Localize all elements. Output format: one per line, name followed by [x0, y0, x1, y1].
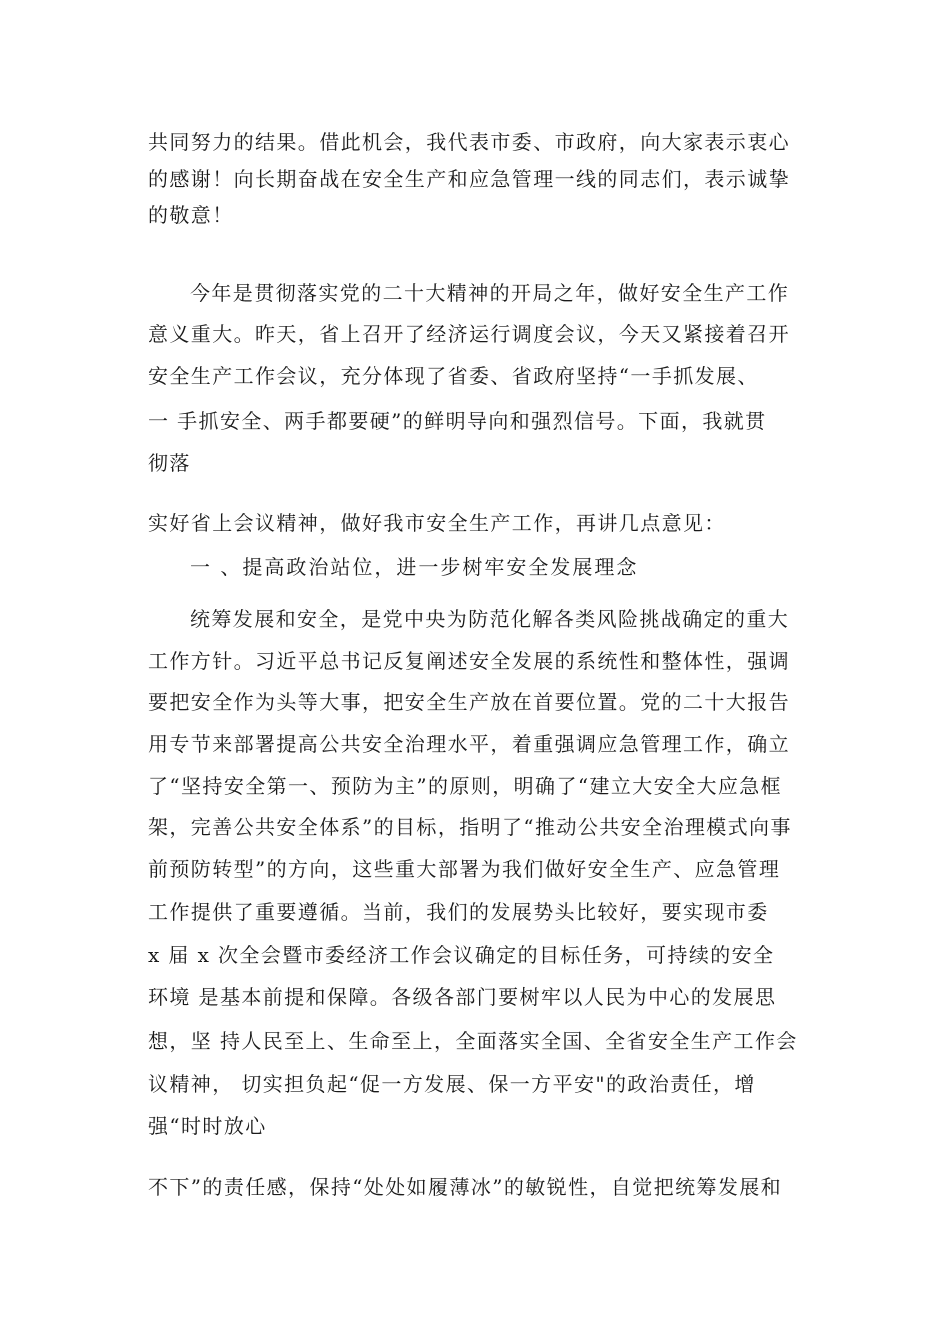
- paragraph-line: 强“时时放心: [148, 1114, 267, 1138]
- paragraph-line: 用专节来部署提高公共安全治理水平，着重强调应急管理工作，确立: [148, 732, 790, 756]
- paragraph-line: 实好省上会议精神，做好我市安全生产工作，再讲几点意见：: [148, 511, 726, 535]
- paragraph-line: 的敬意！: [148, 203, 234, 227]
- paragraph-line: 要把安全作为头等大事，把安全生产放在首要位置。党的二十大报告: [148, 690, 790, 714]
- paragraph-line: 了“坚持安全第一、预防为主”的原则，明确了“建立大安全大应急框: [148, 774, 783, 798]
- paragraph-line: x 届 x 次全会暨市委经济工作会议确定的目标任务，可持续的安全: [148, 943, 775, 967]
- paragraph-line: 前预防转型”的方向，这些重大部署为我们做好安全生产、应急管理: [148, 857, 781, 881]
- paragraph-line: 议精神， 切实担负起“促一方发展、保一方平安"的政治责任，增: [148, 1072, 756, 1096]
- paragraph-line: 工作方针。习近平总书记反复阐述安全发展的系统性和整体性，强调: [148, 649, 790, 673]
- paragraph-line: 彻落: [148, 451, 191, 475]
- paragraph-line: 今年是贯彻落实党的二十大精神的开局之年，做好安全生产工作: [190, 281, 790, 305]
- paragraph-line: 意义重大。昨天，省上召开了经济运行调度会议，今天又紧接着召开: [148, 322, 790, 346]
- paragraph-line: 一 手抓安全、两手都要硬”的鲜明导向和强烈信号。下面，我就贯: [148, 409, 767, 433]
- paragraph-line: 统筹发展和安全，是党中央为防范化解各类风险挑战确定的重大: [190, 607, 790, 631]
- paragraph-line: 安全生产工作会议，充分体现了省委、省政府坚持“一手抓发展、: [148, 364, 759, 388]
- paragraph-line: 环境 是基本前提和保障。各级各部门要树牢以人民为中心的发展思: [148, 985, 777, 1009]
- paragraph-line: 的感谢！向长期奋战在安全生产和应急管理一线的同志们，表示诚挚: [148, 167, 790, 191]
- section-heading: 一 、提高政治站位，进一步树牢安全发展理念: [190, 555, 639, 579]
- paragraph-line: 不下”的责任感，保持“处处如履薄冰”的敏锐性，自觉把统筹发展和: [148, 1175, 783, 1199]
- paragraph-line: 工作提供了重要遵循。当前，我们的发展势头比较好，要实现市委: [148, 900, 769, 924]
- paragraph-line: 架，完善公共安全体系”的目标，指明了“推动公共安全治理模式向事: [148, 815, 792, 839]
- paragraph-line: 共同努力的结果。借此机会，我代表市委、市政府，向大家表示衷心: [148, 130, 790, 154]
- paragraph-line: 想，坚 持人民至上、生命至上，全面落实全国、全省安全生产工作会: [148, 1029, 798, 1053]
